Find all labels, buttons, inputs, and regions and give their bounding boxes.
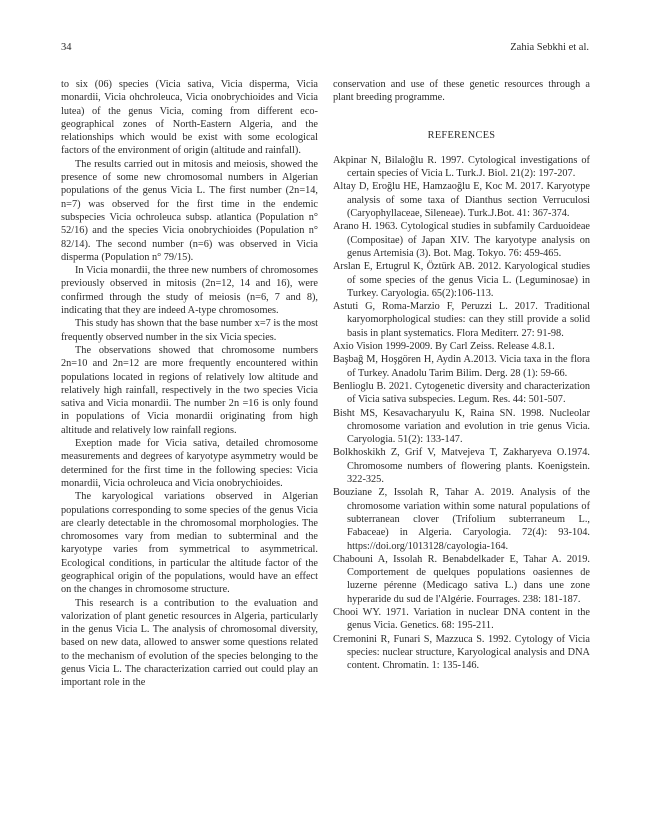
body-paragraph: to six (06) species (Vicia sativa, Vicia disperma, Vicia monardii, Vicia ohchroleuca, Vicia onobrychioides and Vicia lutea) of the genus Vicia, coming from different eco-geographical zones of North-Eastern Algeria, and the relationships which would be exist with some ecological factors of the environment of origin (altitude and rainfall). — [61, 79, 318, 157]
reference-item: Benlioglu B. 2021. Cytogenetic diversity and characterization of Vicia sativa subspecies. Legum. Res. 44: 501-507. — [333, 380, 590, 406]
body-paragraph: The results carried out in mitosis and meiosis, showed the presence of some new chromosomal numbers in Algerian populations of the genus Vicia L. The first number (2n=14, n=7) was observed for the first time in the endemic subspecies Vicia ochroleuca subsp. atlantica (Population n° 52/16) and the species Vicia onobrychioides (Population n° 82/14). The second number (n=6) was observed in Vicia disperma (Population n° 79/15). — [61, 158, 318, 263]
reference-item: Başbağ M, Hoşgören H, Aydin A.2013. Vicia taxa in the flora of Turkey. Anadolu Tarim Bilim. Derg. 28 (1): 59-66. — [333, 354, 590, 379]
body-paragraph: This study has shown that the base number x=7 is the most frequently observed number in the six Vicia species. — [61, 318, 318, 343]
reference-item: Bouziane Z, Issolah R, Tahar A. 2019. Analysis of the chromosome variation within some natural populations of subterranean clover (Trifolium subterraneum L., Fabaceae) in Algeria. Caryologia. 72(4): 93-104. https://doi.org/1013128/cayologia-164. — [333, 487, 590, 552]
references-heading: REFERENCES — [427, 129, 496, 141]
reference-item: Arslan E, Ertugrul K, Öztürk AB. 2012. Karyological studies of some species of the genus Vicia L. (Leguminosae) in Turkey. Caryologia. 65(2):106-113. — [333, 261, 590, 299]
reference-item: Bolkhoskikh Z, Grif V, Matvejeva T, Zakharyeva O.1974. Chromosome numbers of flowering plants. Koenigstein. 322-325. — [333, 447, 590, 486]
body-paragraph: conservation and use of these genetic resources through a plant breeding programme. — [333, 79, 590, 104]
body-paragraph: This research is a contribution to the evaluation and valorization of plant genetic resources in Algeria, particularly in the genus Vicia L. The analysis of chromosomal diversity, based on new data, allowed to answer some questions related to the mechanism of evolution of the species belonging to the genus Vicia L. The characterization carried out could play an important role in the — [61, 597, 318, 689]
reference-item: Akpinar N, Bilaloğlu R. 1997. Cytological investigations of certain species of Vicia L. Turk.J. Biol. 21(2): 197-207. — [333, 154, 590, 180]
body-paragraph: Exeption made for Vicia sativa, detailed chromosome measurements and degrees of karyotype asymmetry would be determined for the first time in the following species: Vicia monardii, Vicia ochroleuca and Vicia onobrychioides. — [61, 438, 318, 489]
reference-item: Cremonini R, Funari S, Mazzuca S. 1992. Cytology of Vicia species: nuclear structure, Karyological analysis and DNA content. Chromatin. 1: 135-146. — [333, 633, 590, 672]
reference-item: Bisht MS, Kesavacharyulu K, Raina SN. 1998. Nucleolar chromosome variation and evolution in trie genus Vicia. Caryologia. 51(2): 133-147. — [333, 407, 590, 446]
reference-item: Arano H. 1963. Cytological studies in subfamily Carduoideae (Compositae) of Japan XIV. The karyotype analysis on genus Artemisia (3). Bot. Mag. Tokyo. 76: 459-465. — [333, 221, 590, 259]
page-header — [61, 42, 589, 56]
running-head: Zahia Sebkhi et al. — [510, 42, 589, 53]
reference-item: Astuti G, Roma-Marzio F, Peruzzi L. 2017. Traditional karyomorphological studies: can they still provide a solid basis in plant systematics. Flora Mediterr. 27: 91-98. — [333, 301, 590, 339]
reference-item: Chabouni A, Issolah R. Benabdelkader E, Tahar A. 2019. Comportement de quelques populations oasiennes de luzerne pérenne (Medicago sativa L.) dans une zone hyperaride du sud de l'Algérie. Fourrages. 238: 181-187. — [333, 553, 590, 605]
right-column — [333, 78, 590, 672]
reference-item: Chooi WY. 1971. Variation in nuclear DNA content in the genus Vicia. Genetics. 68: 195-211. — [333, 606, 590, 632]
left-column — [61, 78, 318, 690]
body-paragraph: The karyological variations observed in Algerian populations corresponding to some species of the genus Vicia are clearly detectable in the chromosomal morphologies. The chromosomes vary from median to subterminal and the karyotype varies from symmetrical to asymmetrical. Ecological conditions, in particular the altitude factor of the geographical origin of the populations, would have an effect on the changes in chromosome structure. — [61, 491, 318, 596]
body-paragraph: In Vicia monardii, the three new numbers of chromosomes previously observed in mitosis (2n=12, 14 and 16), were confirmed through the study of meiosis (n=6, 7 and 8), indicating that they are indeed A-type chromosomes. — [61, 265, 318, 317]
reference-item: Altay D, Eroğlu HE, Hamzaoğlu E, Koc M. 2017. Karyotype analysis of some taxa of Dianthus section Verruculosi (Caryophyllaceae, Sileneae). Turk.J.Bot. 41: 367-374. — [333, 181, 590, 220]
page-number: 34 — [61, 42, 72, 53]
reference-item: Axio Vision 1999-2009. By Carl Zeiss. Release 4.8.1. — [333, 341, 555, 353]
references-list — [333, 154, 590, 673]
body-paragraph: The observations showed that chromosome numbers 2n=10 and 2n=12 are more frequently encountered within populations located in regions of relatively low altitude and relatively high rainfall, respectively in the two species Vicia sativa and Vicia monardii. The number 2n =16 is only found in populations of Vicia monardii originating from high altitude and relatively low rainfall regions. — [61, 344, 318, 436]
